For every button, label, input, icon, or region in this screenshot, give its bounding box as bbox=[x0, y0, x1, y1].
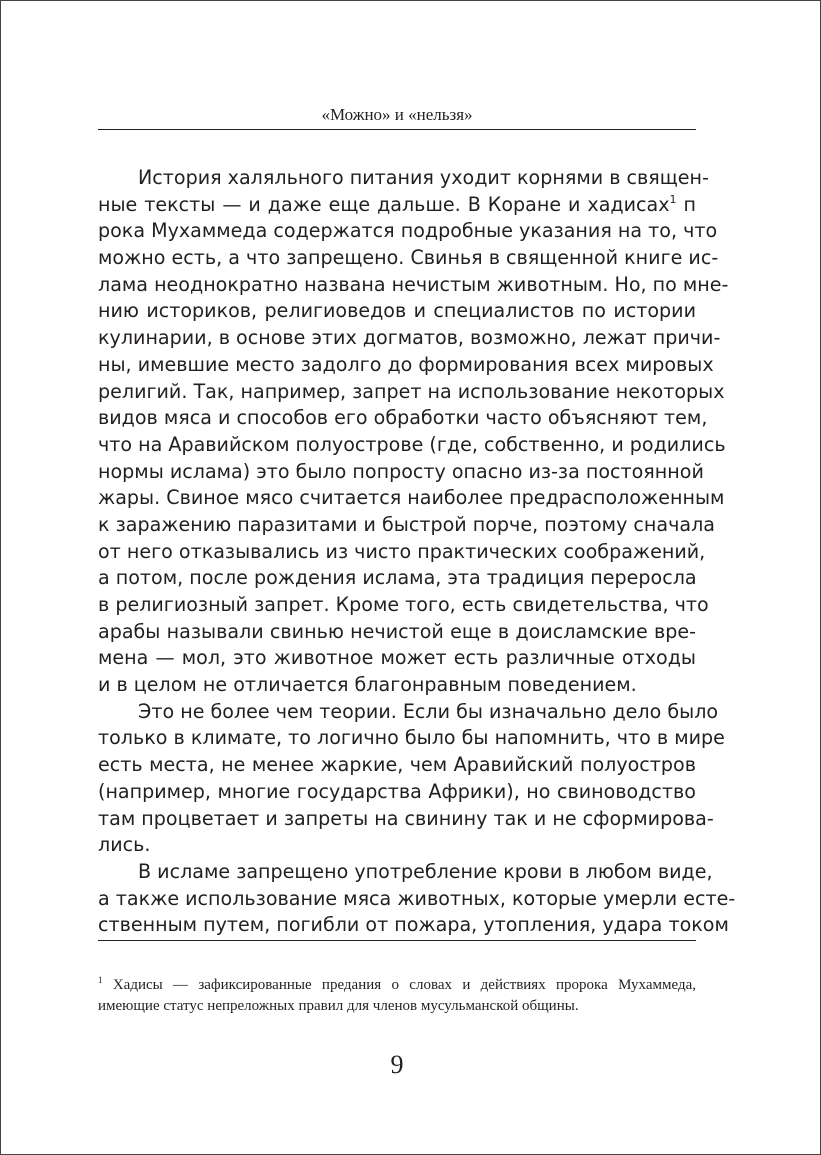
text-line-part: ные тексты — и даже еще дальше. В Коране и хадисах bbox=[98, 192, 670, 216]
footnote-line: имеющие статус непреложных правил для членов мусульманской общины. bbox=[98, 998, 579, 1014]
text-line: нию историков, религиоведов и специалистов по истории bbox=[98, 299, 696, 323]
text-line: там процветает и запреты на свинину так и не сформирова- bbox=[98, 806, 714, 830]
text-line: лама неоднократно названа нечистым животным. Но, по мне- bbox=[98, 272, 729, 296]
text-line: кулинарии, в основе этих догматов, возможно, лежат причи- bbox=[98, 326, 721, 350]
text-line: ны, имевшие место задолго до формирования всех мировых bbox=[98, 352, 714, 376]
page-number: 9 bbox=[390, 1050, 404, 1079]
text-line: лись. bbox=[98, 833, 151, 857]
running-head: «Можно» и «нельзя» bbox=[321, 105, 473, 124]
footnote bbox=[98, 975, 696, 1017]
text-line: жары. Свиное мясо считается наиболее предрасположенным bbox=[98, 486, 725, 510]
main-text bbox=[98, 165, 736, 939]
text-line: нормы ислама) это было попросту опасно из-за постоянной bbox=[98, 459, 704, 483]
text-line: арабы называли свинью нечистой еще в доисламские вре- bbox=[98, 619, 696, 643]
footnote-marker: 1 bbox=[98, 975, 103, 985]
text-line: (например, многие государства Африки), но свиноводство bbox=[98, 779, 696, 803]
text-line: есть места, не менее жаркие, чем Аравийский полуостров bbox=[98, 753, 696, 777]
text-line: В исламе запрещено употребление крови в любом виде, bbox=[138, 859, 713, 883]
header-rule bbox=[98, 129, 696, 130]
text-line: только в климате, то логично было бы напомнить, что в мире bbox=[98, 726, 725, 750]
text-line bbox=[98, 192, 696, 219]
text-line: к заражению паразитами и быстрой порче, поэтому сначала bbox=[98, 512, 716, 536]
text-line: от него отказывались из чисто практических соображений, bbox=[98, 539, 706, 563]
text-line-part: п bbox=[683, 192, 696, 216]
footnote-rule bbox=[98, 940, 696, 941]
text-line: ственным путем, погибли от пожара, утопления, удара током bbox=[98, 913, 729, 937]
text-line: Это не более чем теории. Если бы изначально дело было bbox=[138, 699, 719, 723]
text-line: а также использование мяса животных, которые умерли есте- bbox=[98, 886, 736, 910]
text-line: религий. Так, например, запрет на использование некоторых bbox=[98, 379, 725, 403]
text-line: а потом, после рождения ислама, эта традиция переросла bbox=[98, 566, 697, 590]
text-line: что на Аравийском полуострове (где, собственно, и родились bbox=[98, 432, 726, 456]
footnote-text: Хадисы — зафиксированные предания о словах и действиях пророка Мухаммеда, bbox=[112, 977, 696, 993]
text-line: История халяльного питания уходит корнями в священ- bbox=[138, 166, 709, 189]
footnote-reference[interactable]: 1 bbox=[669, 192, 677, 206]
text-line: мена — мол, это животное может есть различные отходы bbox=[98, 646, 696, 670]
text-line: видов мяса и способов его обработки часто объясняют тем, bbox=[98, 406, 708, 430]
text-line: и в целом не отличается благонравным поведением. bbox=[98, 673, 637, 697]
text-line: можно есть, а что запрещено. Свинья в священной книге ис- bbox=[98, 246, 719, 270]
footnote-line bbox=[98, 975, 696, 996]
text-line: рока Мухаммеда содержатся подробные указания на то, что bbox=[98, 219, 718, 243]
text-line: в религиозный запрет. Кроме того, есть свидетельства, что bbox=[98, 593, 709, 616]
